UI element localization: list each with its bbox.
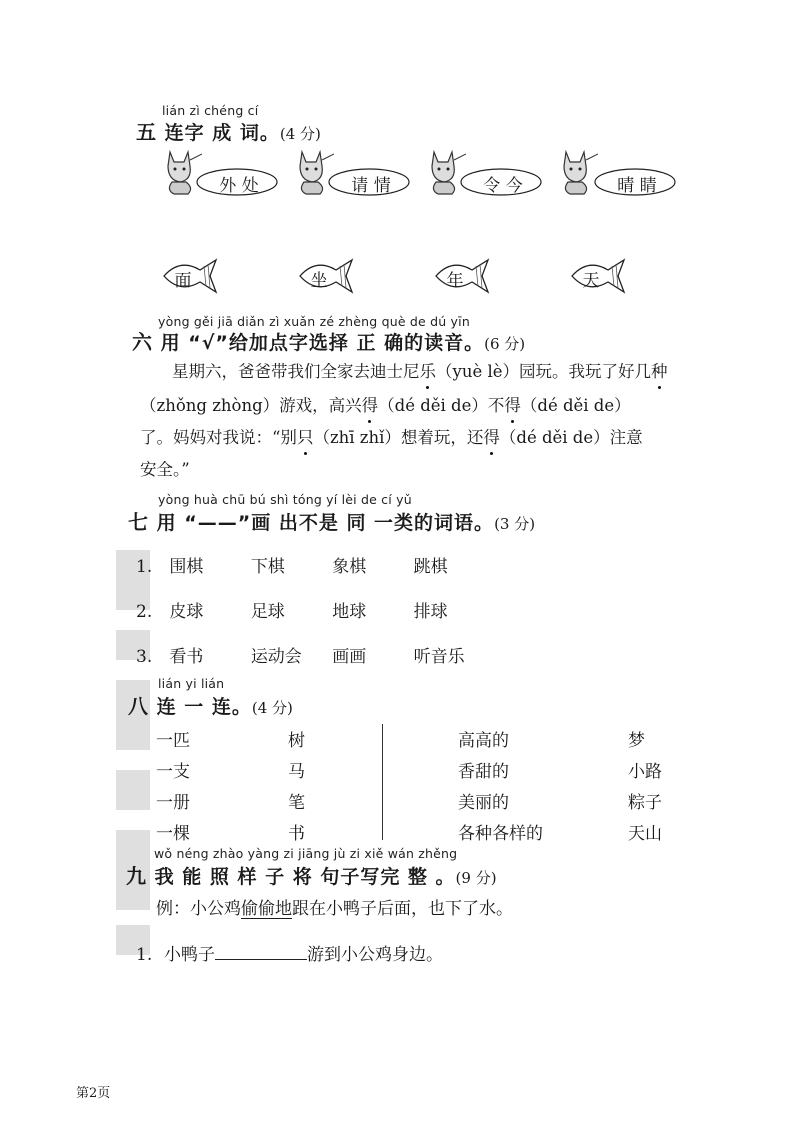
cat-bubble-text[interactable]: 令 今: [483, 176, 523, 196]
dotted-char: 得: [362, 392, 379, 416]
question-number: 1.: [136, 945, 153, 965]
word-option[interactable]: 跳棋: [413, 557, 448, 577]
row-number: 2.: [136, 602, 153, 622]
fish-char: 面: [174, 271, 192, 291]
match-item[interactable]: 香甜的: [458, 762, 509, 782]
cat-item: [556, 146, 680, 198]
section7-score: (3 分): [494, 515, 536, 533]
section6-number: 六: [132, 330, 153, 354]
cat-item: [160, 146, 280, 198]
page-number: 第2页: [76, 1086, 111, 1101]
match-item[interactable]: 美丽的: [458, 793, 509, 813]
match-item[interactable]: 天山: [628, 824, 662, 844]
match-item[interactable]: 一册: [156, 793, 190, 813]
section7-row: [136, 642, 490, 667]
word-option[interactable]: 足球: [250, 602, 285, 622]
word-option[interactable]: 皮球: [169, 602, 204, 622]
section8-number: 八: [128, 694, 149, 718]
section8-score: (4 分): [251, 699, 293, 717]
cat-icon: [556, 146, 598, 196]
match-item[interactable]: 粽子: [628, 793, 662, 813]
dotted-char: 得: [504, 392, 521, 416]
match-item[interactable]: 马: [288, 762, 305, 782]
fish-item[interactable]: [568, 256, 628, 296]
section6-line: 星期六，爸爸带我们全家去迪士尼乐（yuè lè）园玩。我玩了好几种: [172, 358, 668, 382]
match-item[interactable]: 树: [288, 731, 305, 751]
section5-title: 连字 成 词。: [164, 122, 280, 144]
section6-title: 用 “√”给加点字选择 正 确的读音。: [160, 332, 485, 354]
word-option[interactable]: 排球: [413, 602, 448, 622]
example-sentence: 例：小公鸡偷偷地跟在小鸭子后面，也下了水。: [156, 899, 513, 919]
example-underlined: 偷偷地: [241, 899, 292, 919]
section5-number: 五: [136, 120, 157, 144]
section7-pinyin: yòng huà chū bú shì tóng yí lèi de cí yǔ: [158, 492, 412, 507]
fish-char: 年: [446, 271, 464, 291]
match-right-col2: [628, 726, 662, 850]
row-number: 1.: [136, 557, 153, 577]
section6-line: 了。妈妈对我说：“别只（zhī zhǐ）想着玩，还得（dé děi de）注意: [140, 424, 643, 448]
row-number: 3.: [136, 647, 153, 667]
cat-row: [160, 146, 680, 198]
section9-pinyin: wǒ néng zhào yàng zi jiāng jù zi xiě wán zhěng: [154, 846, 458, 861]
fish-item[interactable]: [296, 256, 356, 296]
question-1: 1. 小鸭子 游到小公鸡身边。: [136, 945, 443, 965]
word-option[interactable]: 象棋: [332, 557, 367, 577]
dotted-char: 种: [651, 358, 668, 382]
cat-bubble-text[interactable]: 外 处: [219, 176, 259, 196]
word-option[interactable]: 地球: [332, 602, 367, 622]
section5-pinyin: lián zì chéng cí: [162, 103, 259, 118]
match-item[interactable]: 一匹: [156, 731, 190, 751]
match-right-col1: [458, 726, 543, 850]
section5-score: (4 分): [279, 125, 321, 143]
section9-title: 我 能 照 样 子 将 句子写完 整 。: [154, 866, 456, 888]
fish-item[interactable]: [160, 256, 220, 296]
section7-row: [136, 597, 490, 622]
section6-heading: [132, 326, 525, 355]
cat-bubble-text[interactable]: 请 情: [351, 176, 391, 196]
section6-line: （zhǒng zhòng）游戏，高兴得（dé děi de）不得（dé děi de）: [140, 392, 631, 416]
match-item[interactable]: 书: [288, 824, 305, 844]
dotted-char: 只: [297, 424, 314, 448]
word-option[interactable]: 画画: [332, 647, 367, 667]
cat-bubble-text[interactable]: 晴 睛: [617, 176, 657, 196]
column-divider: [382, 724, 383, 840]
section5-heading: [136, 116, 321, 145]
section8-pinyin: lián yi lián: [158, 676, 225, 691]
match-item[interactable]: 笔: [288, 793, 305, 813]
fish-item[interactable]: [432, 256, 492, 296]
fish-row: [160, 256, 640, 296]
word-option[interactable]: 听音乐: [413, 647, 465, 667]
match-item[interactable]: 各种各样的: [458, 824, 543, 844]
section7-row: [136, 552, 490, 577]
match-item[interactable]: 梦: [628, 731, 645, 751]
answer-blank[interactable]: [215, 943, 307, 960]
section8-title: 连 一 连。: [156, 696, 252, 718]
match-left-col1: [156, 726, 190, 850]
match-item[interactable]: 一棵: [156, 824, 190, 844]
match-left-col2: [288, 726, 305, 850]
cat-item: [424, 146, 544, 198]
section7-number: 七: [128, 510, 149, 534]
word-option[interactable]: 围棋: [169, 557, 204, 577]
section8-heading: [128, 690, 293, 719]
section9-score: (9 分): [455, 869, 497, 887]
section7-title: 用 “——”画 出不是 同 一类的词语。: [156, 512, 495, 534]
word-option[interactable]: 下棋: [250, 557, 285, 577]
match-item[interactable]: 小路: [628, 762, 662, 782]
section7-heading: [128, 506, 535, 535]
section6-line: 安全。”: [140, 460, 190, 479]
section6-score: (6 分): [484, 335, 526, 353]
fish-char: 坐: [310, 271, 328, 291]
match-item[interactable]: 高高的: [458, 731, 509, 751]
dotted-char: 得: [483, 424, 500, 448]
word-option[interactable]: 看书: [169, 647, 204, 667]
section6-pinyin: yòng gěi jiā diǎn zì xuǎn zé zhèng què de dú yīn: [158, 314, 470, 329]
match-item[interactable]: 一支: [156, 762, 190, 782]
cat-item: [292, 146, 412, 198]
section9-heading: [126, 860, 497, 889]
word-option[interactable]: 运动会: [250, 647, 302, 667]
fish-char: 天: [582, 271, 600, 291]
dotted-char: 乐: [420, 358, 437, 382]
section9-number: 九: [126, 864, 147, 888]
